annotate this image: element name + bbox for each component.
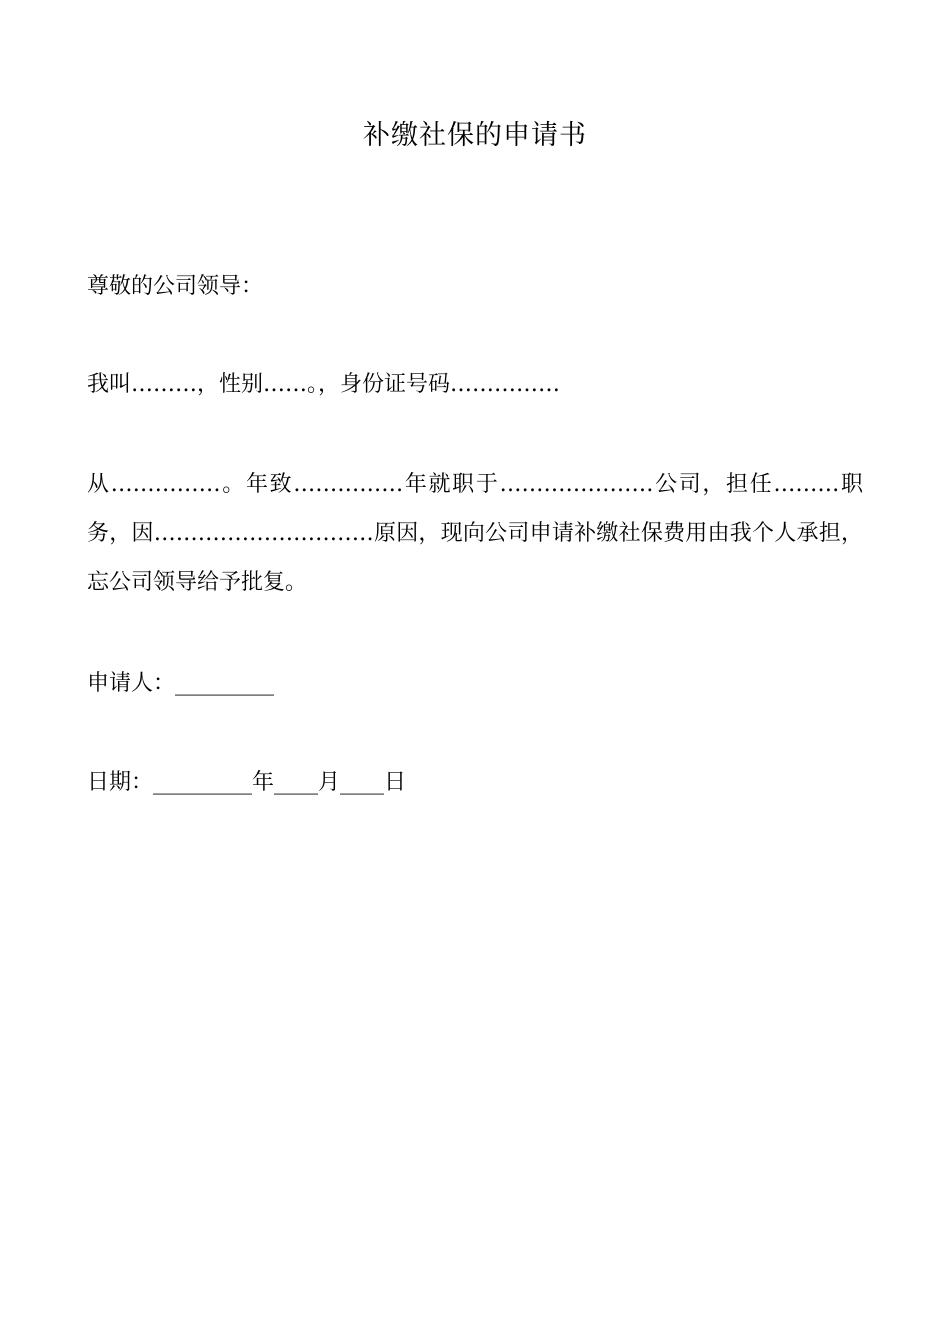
intro-line: 我叫………，性别……。，身份证号码…………… <box>87 372 561 397</box>
date-line: 日期：_________年____月____日 <box>87 770 407 795</box>
body-paragraph: 从……………。年致……………年就职于…………………公司，担任………职务，因…………………………原因，现向公司申请补缴社保费用由我个人承担，忘公司领导给予批复。 <box>87 472 863 595</box>
greeting-line: 尊敬的公司领导： <box>87 274 264 299</box>
document-title: 补缴社保的申请书 <box>363 120 587 151</box>
applicant-signature-line: 申请人：_________ <box>87 671 275 696</box>
